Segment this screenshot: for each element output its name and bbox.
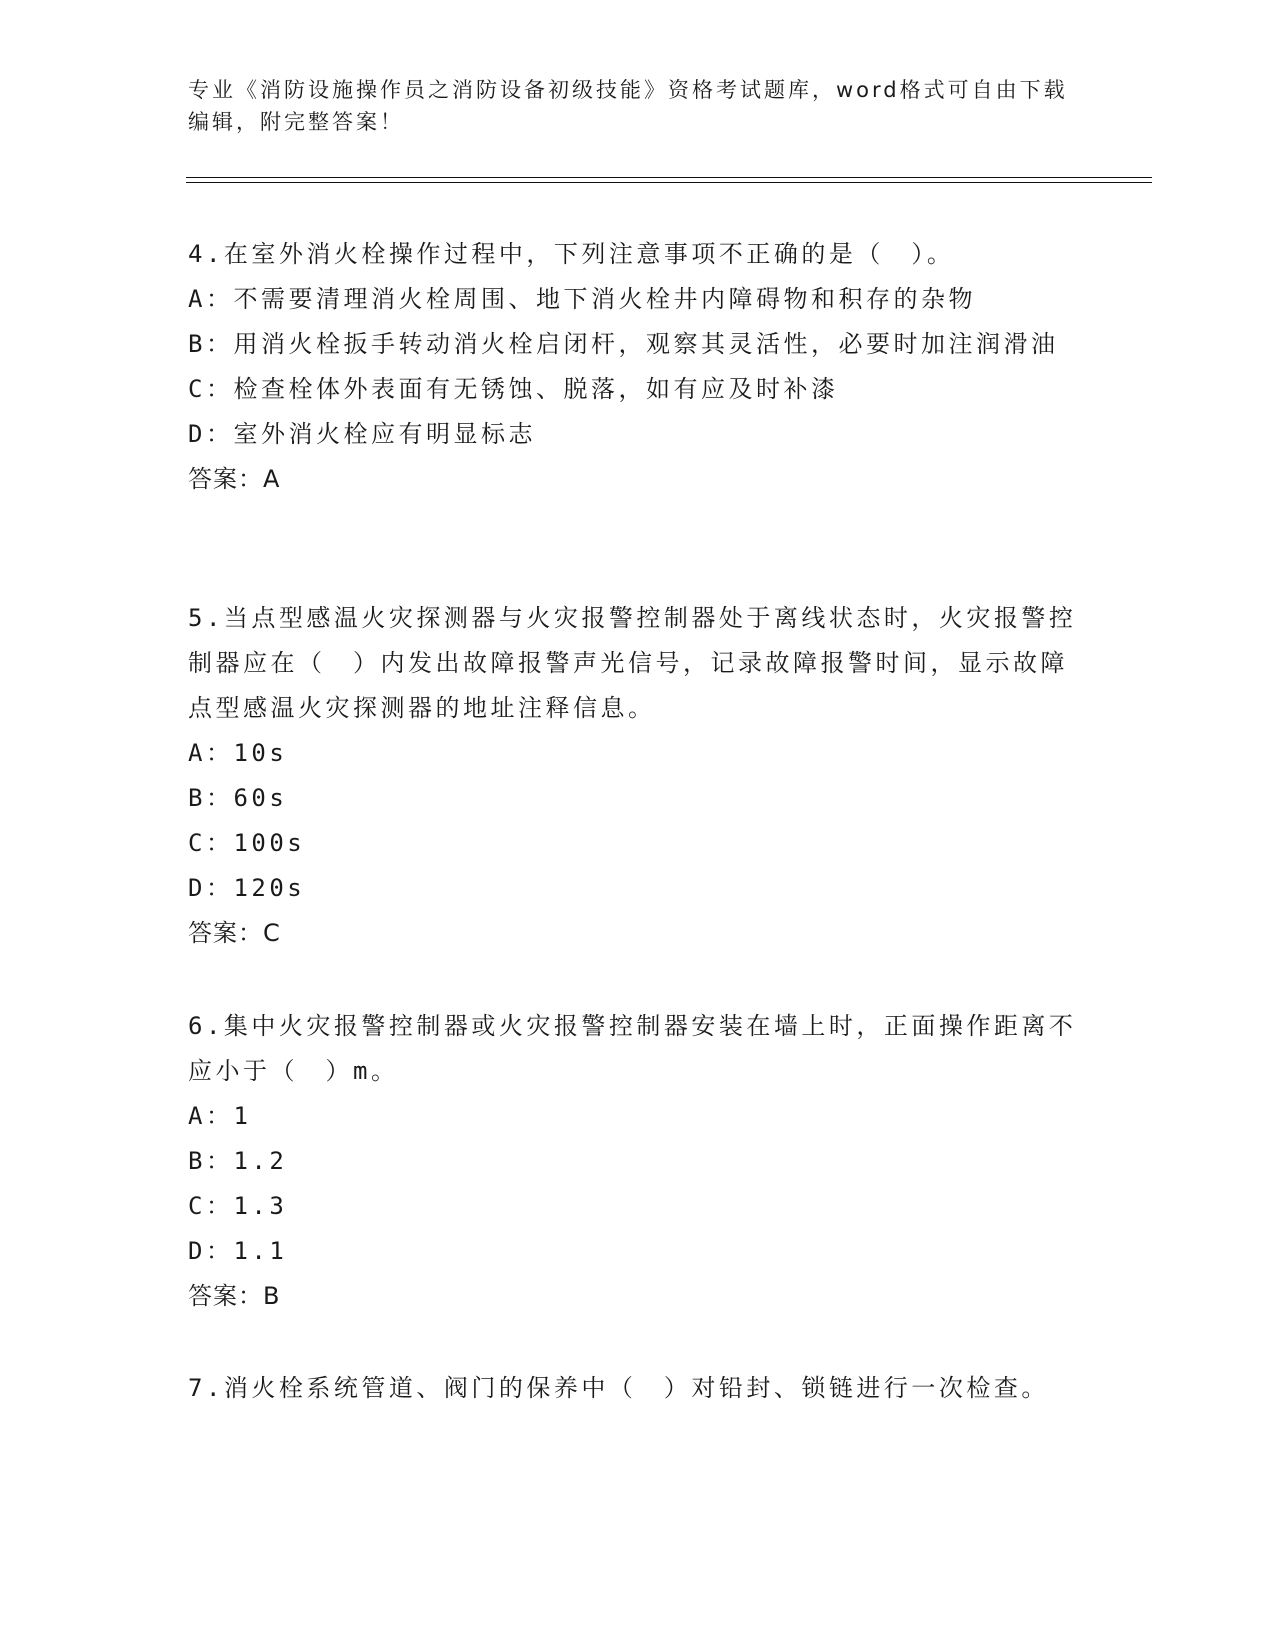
header-divider-bottom [186,182,1152,183]
question-5 [188,596,1088,956]
option-d: D：室外消火栓应有明显标志 [188,420,536,448]
option-a: A：10s [188,739,288,767]
question-stem: 5.当点型感温火灾探测器与火灾报警控制器处于离线状态时，火灾报警控制器应在（ ）内发出故障报警声光信号，记录故障报警时间，显示故障点型感温火灾探测器的地址注释信息。 [188,604,1077,722]
question-stem: 4.在室外消火栓操作过程中，下列注意事项不正确的是（ ）。 [188,240,955,268]
answer: 答案：C [188,919,281,947]
question-7 [188,1366,1088,1411]
document-header: 专业《消防设施操作员之消防设备初级技能》资格考试题库，word格式可自由下载编辑，附完整答案！ [188,78,1068,134]
header-divider-top [186,177,1152,178]
question-4 [188,232,1088,502]
option-d: D：120s [188,874,306,902]
option-c: C：检查栓体外表面有无锈蚀、脱落，如有应及时补漆 [188,375,839,403]
answer: 答案：A [188,465,281,493]
question-6 [188,1004,1088,1319]
option-d: D：1.1 [188,1237,288,1265]
option-c: C：1.3 [188,1192,288,1220]
option-b: B：60s [188,784,288,812]
option-a: A：不需要清理消火栓周围、地下消火栓井内障碍物和积存的杂物 [188,285,976,313]
option-b: B：用消火栓扳手转动消火栓启闭杆，观察其灵活性，必要时加注润滑油 [188,330,1059,358]
option-b: B：1.2 [188,1147,288,1175]
option-a: A：1 [188,1102,252,1130]
question-stem: 6.集中火灾报警控制器或火灾报警控制器安装在墙上时，正面操作距离不应小于（ ）m。 [188,1012,1077,1085]
question-stem: 7.消火栓系统管道、阀门的保养中（ ）对铅封、锁链进行一次检查。 [188,1374,1049,1402]
answer: 答案：B [188,1282,281,1310]
option-c: C：100s [188,829,306,857]
